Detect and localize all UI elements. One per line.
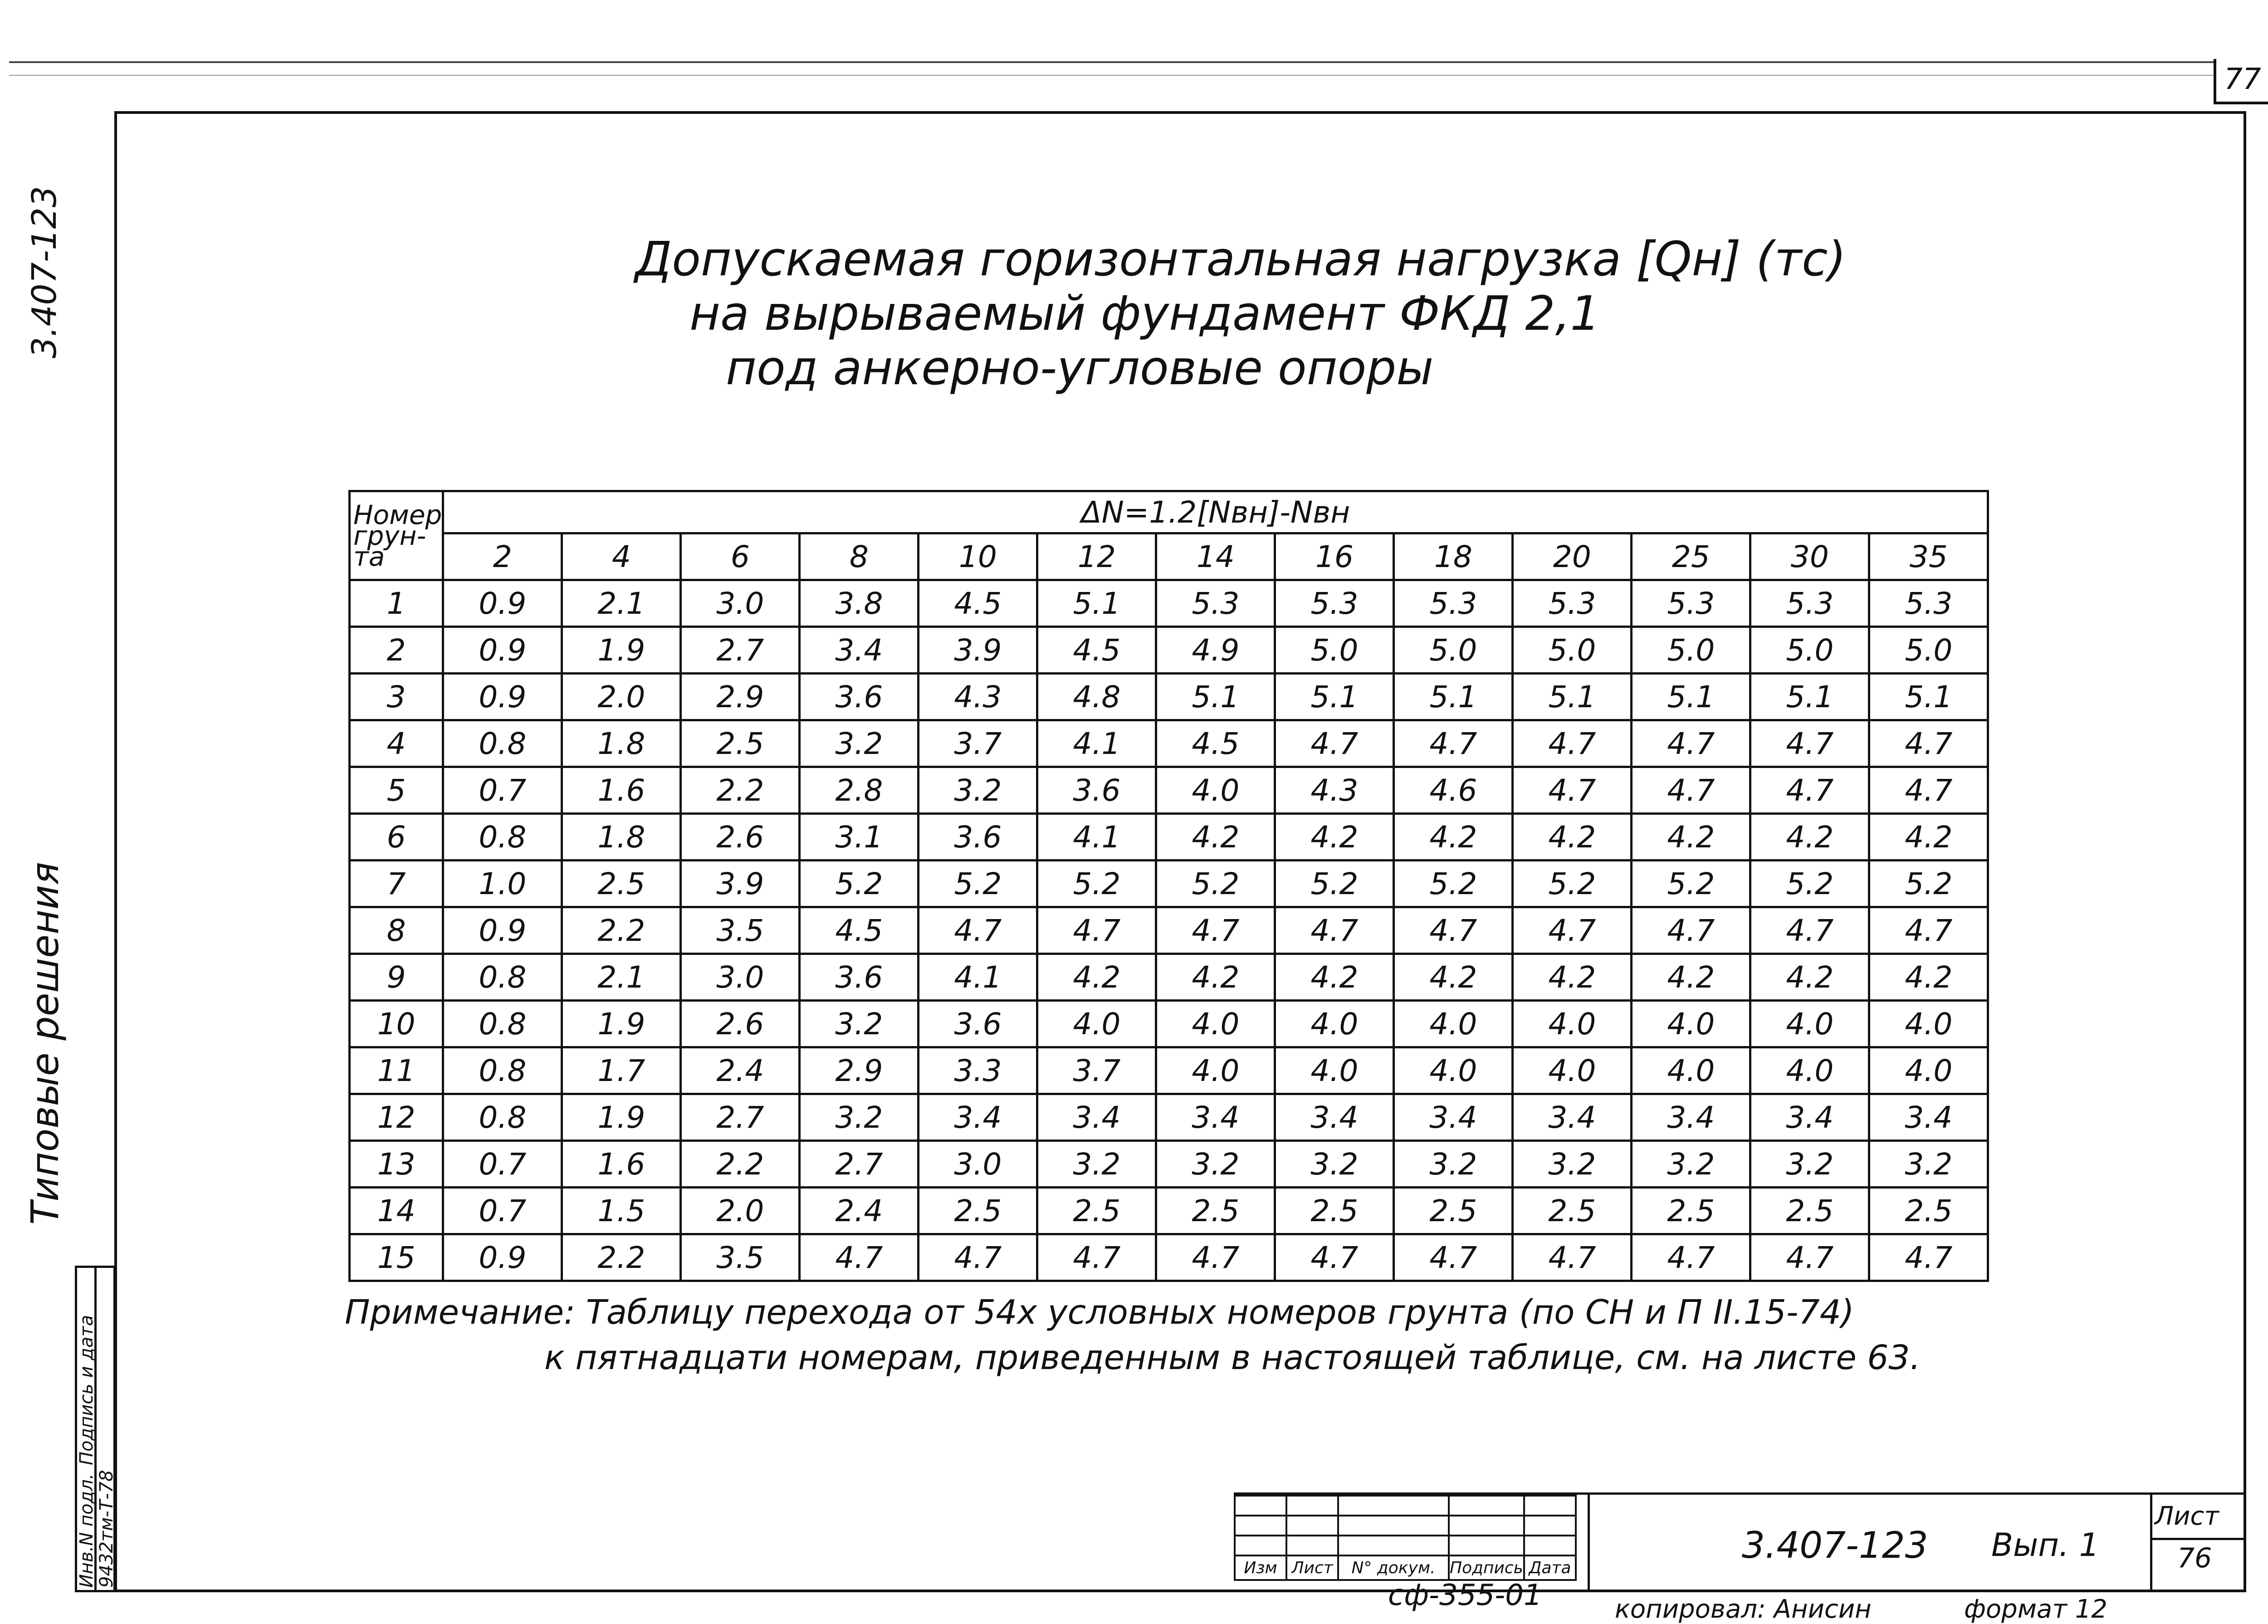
table-row <box>350 814 1988 861</box>
load-value: 5.3 <box>1632 580 1750 627</box>
soil-number: 8 <box>350 907 443 954</box>
load-value: 5.2 <box>1869 861 1988 907</box>
note-line-2: к пятнадцати номерам, приведенным в настоящей таблице, см. на листе 63. <box>544 1338 1921 1377</box>
load-value: 3.8 <box>800 580 919 627</box>
column-header: 14 <box>1156 533 1275 580</box>
load-value: 0.7 <box>443 1188 562 1234</box>
side-code: 3.407-123 <box>25 186 64 358</box>
load-value: 4.7 <box>919 907 1037 954</box>
load-value: 5.2 <box>1513 861 1632 907</box>
load-value: 4.0 <box>1275 1047 1394 1094</box>
side-stamp-inv-label: Инв.N подл. <box>76 1473 97 1588</box>
copied-label: копировал: Анисин <box>1615 1595 1872 1624</box>
load-value: 2.9 <box>800 1047 919 1094</box>
load-value: 4.7 <box>1037 1234 1156 1281</box>
load-value: 4.0 <box>1156 767 1275 814</box>
load-value: 4.0 <box>1156 1001 1275 1047</box>
sheet-number: 76 <box>2177 1542 2212 1574</box>
load-value: 0.8 <box>443 1047 562 1094</box>
load-value: 2.7 <box>681 1094 800 1141</box>
load-value: 1.6 <box>562 767 681 814</box>
top-rule-secondary <box>9 75 2214 76</box>
load-value: 3.4 <box>1394 1094 1513 1141</box>
load-value: 4.2 <box>1632 814 1750 861</box>
load-value: 2.1 <box>562 580 681 627</box>
column-header: 6 <box>681 533 800 580</box>
load-value: 2.6 <box>681 1001 800 1047</box>
load-value: 5.2 <box>1156 861 1275 907</box>
load-value: 2.0 <box>681 1188 800 1234</box>
load-value: 4.7 <box>1632 1234 1750 1281</box>
table-row <box>350 954 1988 1001</box>
load-value: 2.5 <box>1632 1188 1750 1234</box>
table-row <box>350 767 1988 814</box>
load-value: 4.7 <box>1513 767 1632 814</box>
table-row <box>350 1001 1988 1047</box>
table-row <box>350 1094 1988 1141</box>
load-value: 4.7 <box>1394 907 1513 954</box>
bottom-code: сф-355-01 <box>1388 1579 1542 1612</box>
load-value: 5.1 <box>1037 580 1156 627</box>
load-value: 4.7 <box>1750 767 1869 814</box>
soil-number: 9 <box>350 954 443 1001</box>
load-value: 1.5 <box>562 1188 681 1234</box>
load-value: 4.3 <box>919 674 1037 720</box>
load-value: 2.4 <box>681 1047 800 1094</box>
load-value: 4.7 <box>1869 720 1988 767</box>
load-value: 5.1 <box>1632 674 1750 720</box>
load-value: 0.9 <box>443 674 562 720</box>
side-stamp-inv-value: 9432тм-Т-78 <box>96 1470 117 1588</box>
load-value: 0.8 <box>443 1001 562 1047</box>
load-value: 3.0 <box>919 1141 1037 1188</box>
soil-number: 6 <box>350 814 443 861</box>
revision-label: Дата <box>1524 1556 1576 1580</box>
column-header: 8 <box>800 533 919 580</box>
load-value: 2.9 <box>681 674 800 720</box>
load-value: 4.2 <box>1869 954 1988 1001</box>
title-block-divider <box>1588 1492 1590 1592</box>
table-row <box>350 861 1988 907</box>
revision-label: Подпись <box>1449 1556 1524 1580</box>
load-value: 4.1 <box>1037 720 1156 767</box>
load-table <box>348 490 1989 1282</box>
load-value: 4.1 <box>1037 814 1156 861</box>
load-value: 2.0 <box>562 674 681 720</box>
load-value: 3.6 <box>800 674 919 720</box>
load-value: 4.2 <box>1750 814 1869 861</box>
column-header: 20 <box>1513 533 1632 580</box>
load-value: 2.2 <box>681 767 800 814</box>
load-value: 4.7 <box>1156 907 1275 954</box>
load-value: 3.4 <box>919 1094 1037 1141</box>
load-value: 4.0 <box>1750 1047 1869 1094</box>
load-value: 0.8 <box>443 1094 562 1141</box>
load-value: 3.5 <box>681 1234 800 1281</box>
load-value: 5.3 <box>1394 580 1513 627</box>
table-row <box>350 580 1988 627</box>
soil-number: 2 <box>350 627 443 674</box>
load-value: 4.0 <box>1156 1047 1275 1094</box>
column-header: 30 <box>1750 533 1869 580</box>
load-value: 5.2 <box>919 861 1037 907</box>
load-value: 4.2 <box>1869 814 1988 861</box>
load-value: 1.0 <box>443 861 562 907</box>
soil-number: 13 <box>350 1141 443 1188</box>
load-value: 3.2 <box>1632 1141 1750 1188</box>
revision-label: N° докум. <box>1338 1556 1449 1580</box>
soil-number: 4 <box>350 720 443 767</box>
load-value: 3.5 <box>681 907 800 954</box>
load-value: 3.4 <box>1632 1094 1750 1141</box>
load-value: 3.2 <box>800 1001 919 1047</box>
soil-number: 5 <box>350 767 443 814</box>
load-value: 4.0 <box>1750 1001 1869 1047</box>
load-value: 3.4 <box>1275 1094 1394 1141</box>
page-number: 77 <box>2214 59 2268 104</box>
load-value: 4.7 <box>1513 907 1632 954</box>
load-value: 5.1 <box>1513 674 1632 720</box>
load-value: 2.5 <box>681 720 800 767</box>
sheet-rule <box>2150 1538 2246 1540</box>
load-value: 4.0 <box>1513 1001 1632 1047</box>
load-value: 0.8 <box>443 954 562 1001</box>
load-value: 4.7 <box>1156 1234 1275 1281</box>
load-value: 2.5 <box>562 861 681 907</box>
column-header: 12 <box>1037 533 1156 580</box>
load-value: 1.9 <box>562 1094 681 1141</box>
load-value: 4.2 <box>1632 954 1750 1001</box>
load-value: 3.3 <box>919 1047 1037 1094</box>
load-value: 3.6 <box>1037 767 1156 814</box>
load-value: 4.2 <box>1037 954 1156 1001</box>
soil-number: 7 <box>350 861 443 907</box>
load-value: 4.2 <box>1275 954 1394 1001</box>
load-value: 5.2 <box>1394 861 1513 907</box>
load-value: 4.0 <box>1869 1047 1988 1094</box>
load-value: 2.4 <box>800 1188 919 1234</box>
column-header: 4 <box>562 533 681 580</box>
load-value: 2.2 <box>562 907 681 954</box>
load-value: 0.9 <box>443 627 562 674</box>
side-label: Типовые решения <box>23 861 67 1225</box>
load-value: 4.5 <box>1156 720 1275 767</box>
load-value: 5.2 <box>800 861 919 907</box>
column-header: 2 <box>443 533 562 580</box>
load-value: 2.7 <box>681 627 800 674</box>
load-value: 3.9 <box>919 627 1037 674</box>
load-value: 5.2 <box>1275 861 1394 907</box>
table-row <box>350 720 1988 767</box>
load-value: 2.5 <box>1394 1188 1513 1234</box>
load-value: 4.7 <box>1750 907 1869 954</box>
load-value: 3.4 <box>800 627 919 674</box>
load-value: 1.7 <box>562 1047 681 1094</box>
load-value: 3.0 <box>681 580 800 627</box>
soil-number: 10 <box>350 1001 443 1047</box>
soil-number: 14 <box>350 1188 443 1234</box>
load-value: 4.0 <box>1394 1001 1513 1047</box>
soil-number: 12 <box>350 1094 443 1141</box>
load-value: 3.4 <box>1869 1094 1988 1141</box>
load-value: 4.3 <box>1275 767 1394 814</box>
load-value: 4.5 <box>1037 627 1156 674</box>
load-value: 4.7 <box>1394 720 1513 767</box>
load-value: 2.2 <box>562 1234 681 1281</box>
soil-number: 1 <box>350 580 443 627</box>
load-value: 3.4 <box>1156 1094 1275 1141</box>
load-value: 5.1 <box>1394 674 1513 720</box>
soil-number: 15 <box>350 1234 443 1281</box>
load-value: 1.8 <box>562 720 681 767</box>
load-value: 3.7 <box>919 720 1037 767</box>
load-value: 4.2 <box>1394 814 1513 861</box>
load-value: 4.5 <box>800 907 919 954</box>
load-value: 4.7 <box>1037 907 1156 954</box>
load-value: 3.2 <box>800 720 919 767</box>
load-value: 4.8 <box>1037 674 1156 720</box>
load-value: 4.7 <box>1394 1234 1513 1281</box>
load-value: 1.8 <box>562 814 681 861</box>
load-value: 4.2 <box>1275 814 1394 861</box>
load-value: 4.9 <box>1156 627 1275 674</box>
soil-number: 11 <box>350 1047 443 1094</box>
load-value: 3.0 <box>681 954 800 1001</box>
load-value: 4.0 <box>1632 1001 1750 1047</box>
load-value: 5.1 <box>1869 674 1988 720</box>
load-value: 4.7 <box>1750 1234 1869 1281</box>
load-value: 3.7 <box>1037 1047 1156 1094</box>
load-value: 4.7 <box>1869 767 1988 814</box>
load-value: 0.9 <box>443 907 562 954</box>
load-value: 2.5 <box>1869 1188 1988 1234</box>
table-row <box>350 674 1988 720</box>
title-line-1: Допускаемая горизонтальная нагрузка [Qн] (тс) <box>635 231 1846 287</box>
load-value: 4.6 <box>1394 767 1513 814</box>
load-value: 2.7 <box>800 1141 919 1188</box>
load-value: 3.6 <box>800 954 919 1001</box>
load-value: 4.0 <box>1275 1001 1394 1047</box>
load-value: 5.2 <box>1750 861 1869 907</box>
load-value: 2.2 <box>681 1141 800 1188</box>
table-row <box>350 1047 1988 1094</box>
load-value: 4.7 <box>1632 767 1750 814</box>
load-value: 2.1 <box>562 954 681 1001</box>
load-value: 4.7 <box>1869 907 1988 954</box>
load-value: 3.2 <box>919 767 1037 814</box>
load-value: 5.3 <box>1275 580 1394 627</box>
column-header: 16 <box>1275 533 1394 580</box>
column-header: 18 <box>1394 533 1513 580</box>
table-row <box>350 907 1988 954</box>
load-value: 2.5 <box>1750 1188 1869 1234</box>
load-value: 1.9 <box>562 1001 681 1047</box>
load-value: 4.1 <box>919 954 1037 1001</box>
load-value: 5.0 <box>1869 627 1988 674</box>
load-value: 0.7 <box>443 1141 562 1188</box>
load-value: 3.2 <box>1275 1141 1394 1188</box>
table-row <box>350 1188 1988 1234</box>
load-value: 5.3 <box>1513 580 1632 627</box>
load-value: 4.2 <box>1156 814 1275 861</box>
load-value: 4.2 <box>1513 814 1632 861</box>
load-value: 4.2 <box>1394 954 1513 1001</box>
load-value: 5.0 <box>1275 627 1394 674</box>
load-value: 0.9 <box>443 1234 562 1281</box>
load-value: 3.2 <box>1513 1141 1632 1188</box>
load-value: 4.0 <box>1037 1001 1156 1047</box>
load-value: 2.5 <box>1513 1188 1632 1234</box>
load-value: 2.6 <box>681 814 800 861</box>
table-row <box>350 1234 1988 1281</box>
load-value: 2.5 <box>919 1188 1037 1234</box>
column-header: 35 <box>1869 533 1988 580</box>
load-value: 0.8 <box>443 814 562 861</box>
load-value: 1.9 <box>562 627 681 674</box>
load-value: 3.4 <box>1750 1094 1869 1141</box>
load-value: 3.2 <box>1394 1141 1513 1188</box>
load-value: 3.2 <box>800 1094 919 1141</box>
load-value: 4.2 <box>1156 954 1275 1001</box>
load-value: 4.2 <box>1513 954 1632 1001</box>
load-value: 4.7 <box>1750 720 1869 767</box>
load-value: 1.6 <box>562 1141 681 1188</box>
soil-number: 3 <box>350 674 443 720</box>
load-value: 5.1 <box>1275 674 1394 720</box>
load-value: 3.2 <box>1750 1141 1869 1188</box>
title-line-3: под анкерно-угловые опоры <box>726 340 1434 396</box>
load-value: 4.7 <box>800 1234 919 1281</box>
load-value: 4.7 <box>919 1234 1037 1281</box>
load-value: 4.7 <box>1632 720 1750 767</box>
load-value: 2.5 <box>1037 1188 1156 1234</box>
load-value: 3.6 <box>919 814 1037 861</box>
note-line-1: Примечание: Таблицу перехода от 54х условных номеров грунта (по СН и П II.15-74) <box>345 1293 1854 1332</box>
load-value: 4.0 <box>1513 1047 1632 1094</box>
row-header: Номер грун-та <box>350 491 443 580</box>
load-value: 4.7 <box>1869 1234 1988 1281</box>
load-value: 5.0 <box>1750 627 1869 674</box>
issue-label: Вып. 1 <box>1991 1526 2100 1564</box>
load-value: 0.9 <box>443 580 562 627</box>
load-value: 5.2 <box>1037 861 1156 907</box>
load-value: 0.7 <box>443 767 562 814</box>
load-value: 4.7 <box>1275 720 1394 767</box>
revision-label: Лист <box>1286 1556 1338 1580</box>
formula-header: ΔN=1.2[Nвн]-Nвн <box>443 491 1988 533</box>
top-rule <box>9 61 2214 63</box>
load-value: 3.6 <box>919 1001 1037 1047</box>
load-value: 5.0 <box>1632 627 1750 674</box>
format-label: формат 12 <box>1964 1595 2107 1624</box>
load-value: 5.2 <box>1632 861 1750 907</box>
table-row <box>350 627 1988 674</box>
load-value: 5.1 <box>1156 674 1275 720</box>
load-value: 4.7 <box>1275 907 1394 954</box>
sheet-label: Лист <box>2155 1502 2219 1531</box>
load-value: 4.0 <box>1394 1047 1513 1094</box>
load-value: 4.2 <box>1750 954 1869 1001</box>
load-value: 4.7 <box>1275 1234 1394 1281</box>
load-value: 4.5 <box>919 580 1037 627</box>
load-value: 5.0 <box>1394 627 1513 674</box>
load-value: 5.0 <box>1513 627 1632 674</box>
load-value: 2.5 <box>1156 1188 1275 1234</box>
side-stamp-sign-label: Подпись и дата <box>76 1315 97 1465</box>
load-value: 0.8 <box>443 720 562 767</box>
load-value: 4.7 <box>1513 720 1632 767</box>
load-value: 3.9 <box>681 861 800 907</box>
load-value: 4.0 <box>1632 1047 1750 1094</box>
table-row <box>350 1141 1988 1188</box>
load-value: 3.1 <box>800 814 919 861</box>
column-header: 25 <box>1632 533 1750 580</box>
load-value: 3.2 <box>1156 1141 1275 1188</box>
load-value: 2.8 <box>800 767 919 814</box>
load-value: 3.2 <box>1037 1141 1156 1188</box>
load-value: 4.7 <box>1513 1234 1632 1281</box>
load-value: 4.0 <box>1869 1001 1988 1047</box>
load-value: 3.4 <box>1037 1094 1156 1141</box>
sheet-divider <box>2150 1492 2152 1592</box>
revision-label: Изм <box>1235 1556 1286 1580</box>
load-value: 5.3 <box>1750 580 1869 627</box>
load-value: 3.4 <box>1513 1094 1632 1141</box>
load-value: 5.1 <box>1750 674 1869 720</box>
load-value: 2.5 <box>1275 1188 1394 1234</box>
load-value: 5.3 <box>1156 580 1275 627</box>
title-line-2: на вырываемый фундамент ФКД 2,1 <box>689 286 1600 341</box>
revision-table <box>1234 1495 1577 1581</box>
doc-code: 3.407-123 <box>1742 1524 1928 1566</box>
column-header: 10 <box>919 533 1037 580</box>
load-value: 3.2 <box>1869 1141 1988 1188</box>
load-value: 4.7 <box>1632 907 1750 954</box>
load-value: 5.3 <box>1869 580 1988 627</box>
